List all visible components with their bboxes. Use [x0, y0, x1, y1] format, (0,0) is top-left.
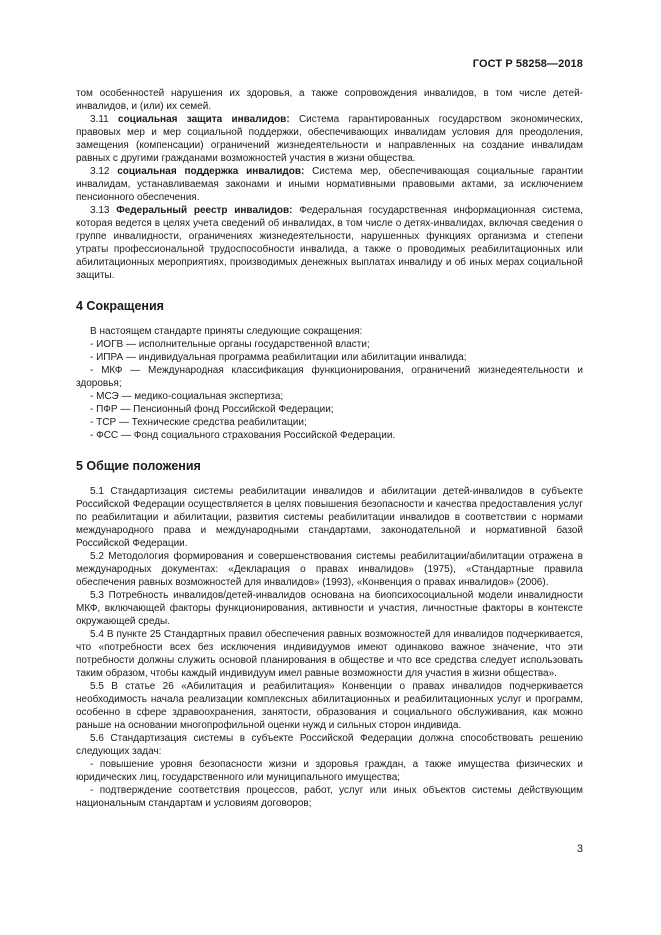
task-item: - повышение уровня безопасности жизни и здоровья граждан, а также имущества физических и юридических лиц, государственного или муниципального имущества; [76, 759, 583, 783]
abbreviation-item: - ТСР — Технические средства реабилитации; [90, 417, 307, 428]
abbreviation-item: - ФСС — Фонд социального страхования Российской Федерации. [90, 430, 396, 441]
abbreviation-item: - МСЭ — медико-социальная экспертиза; [90, 391, 284, 402]
section-4-heading: 4 Сокращения [76, 299, 164, 313]
abbreviation-item: - МКФ — Международная классификация функционирования, ограничений жизнедеятельности и здоровья; [76, 365, 583, 389]
definition-3-11: 3.11 социальная защита инвалидов: Система гарантированных государством экономических, правовых мер и мер социальной поддержки, обеспечивающих инвалидам условия для преодоления, замещения (компенсации) ограничений жизнедеятельности и направленных на создание инвалидам равных с другими гражданами возможностей участия в жизни общества. [76, 114, 583, 164]
paragraph-5-1: 5.1 Стандартизация системы реабилитации инвалидов и абилитации детей-инвалидов в субъекте Российской Федерации осуществляется в целях повышения безопасности и качества предоставления услуг по реабилитации и абилитации, развития системы реабилитации инвалидов в соответствии с нормами международного права и международными стандартами, законодательной и нормативной базой Российской Федерации. [76, 486, 583, 549]
continuation-paragraph: том особенностей нарушения их здоровья, а также сопровождения инвалидов, в том числе детей-инвалидов, и (или) их семей. [76, 88, 583, 112]
paragraph-5-2: 5.2 Методология формирования и совершенствования системы реабилитации/абилитации отражена в международных документах: «Декларация о правах инвалидов» (1975), «Стандартные правила обеспечения равных возможностей для инвалидов» (1993), «Конвенция о правах инвалидов» (2006). [76, 551, 583, 588]
abbreviation-item: - ИПРА — индивидуальная программа реабилитации или абилитации инвалида; [90, 352, 467, 363]
paragraph-5-4: 5.4 В пункте 25 Стандартных правил обеспечения равных возможностей для инвалидов подчеркивается, что «потребности всех без исключения индивидуумов имеют одинаково важное значение, что эти потребности должны служить основой планирования в обществе и что все средства следует использовать таким образом, чтобы каждый индивидуум имел равные возможности для участия в жизни общества». [76, 629, 583, 679]
section-5-heading: 5 Общие положения [76, 459, 201, 473]
definition-term: социальная защита инвалидов: [118, 114, 290, 125]
paragraph-5-3: 5.3 Потребность инвалидов/детей-инвалидов основана на биопсихосоциальной модели инвалидности МКФ, включающей факторы функционирования, активности и участия, личностные факторы в контексте окружающей среды. [76, 590, 583, 627]
definition-term: Федеральный реестр инвалидов: [116, 205, 293, 216]
document-header: ГОСТ Р 58258—2018 [472, 58, 583, 70]
definition-3-13: 3.13 Федеральный реестр инвалидов: Федеральная государственная информационная система, которая ведется в целях учета сведений об инвалидах, в том числе о детях-инвалидах, включая сведения о группе инвалидности, ограничениях жизнедеятельности, нарушенных функциях организма и степени утраты профессиональной трудоспособности инвалида, а также о проводимых реабилитационных или абилитационных мероприятиях, производимых денежных выплатах инвалиду и об иных мерах социальной защиты. [76, 205, 583, 281]
abbreviations-intro: В настоящем стандарте приняты следующие сокращения: [90, 326, 363, 337]
paragraph-5-6: 5.6 Стандартизация системы в субъекте Российской Федерации должна способствовать решению следующих задач: [76, 733, 583, 757]
abbreviation-item: - ИОГВ — исполнительные органы государственной власти; [90, 339, 370, 350]
definition-3-12: 3.12 социальная поддержка инвалидов: Система мер, обеспечивающая социальные гарантии инвалидам, устанавливаемая законами и иными нормативными правовыми актами, за исключением пенсионного обеспечения. [76, 166, 584, 203]
abbreviation-item: - ПФР — Пенсионный фонд Российской Федерации; [90, 404, 334, 415]
paragraph-5-5: 5.5 В статье 26 «Абилитация и реабилитация» Конвенции о правах инвалидов подчеркивается необходимость начала реализации комплексных абилитационных и реабилитационных услуг и программ, особенно в сфере здравоохранения, занятости, образования и социального обслуживания, как можно раньше на основании многопрофильной оценки нужд и сильных сторон индивида. [76, 681, 583, 731]
definition-term: социальная поддержка инвалидов: [117, 166, 305, 177]
page-content [76, 87, 583, 810]
page-number: 3 [576, 843, 583, 855]
task-item: - подтверждение соответствия процессов, работ, услуг или иных объектов системы действующим национальным стандартам и условиям договоров; [76, 785, 583, 809]
